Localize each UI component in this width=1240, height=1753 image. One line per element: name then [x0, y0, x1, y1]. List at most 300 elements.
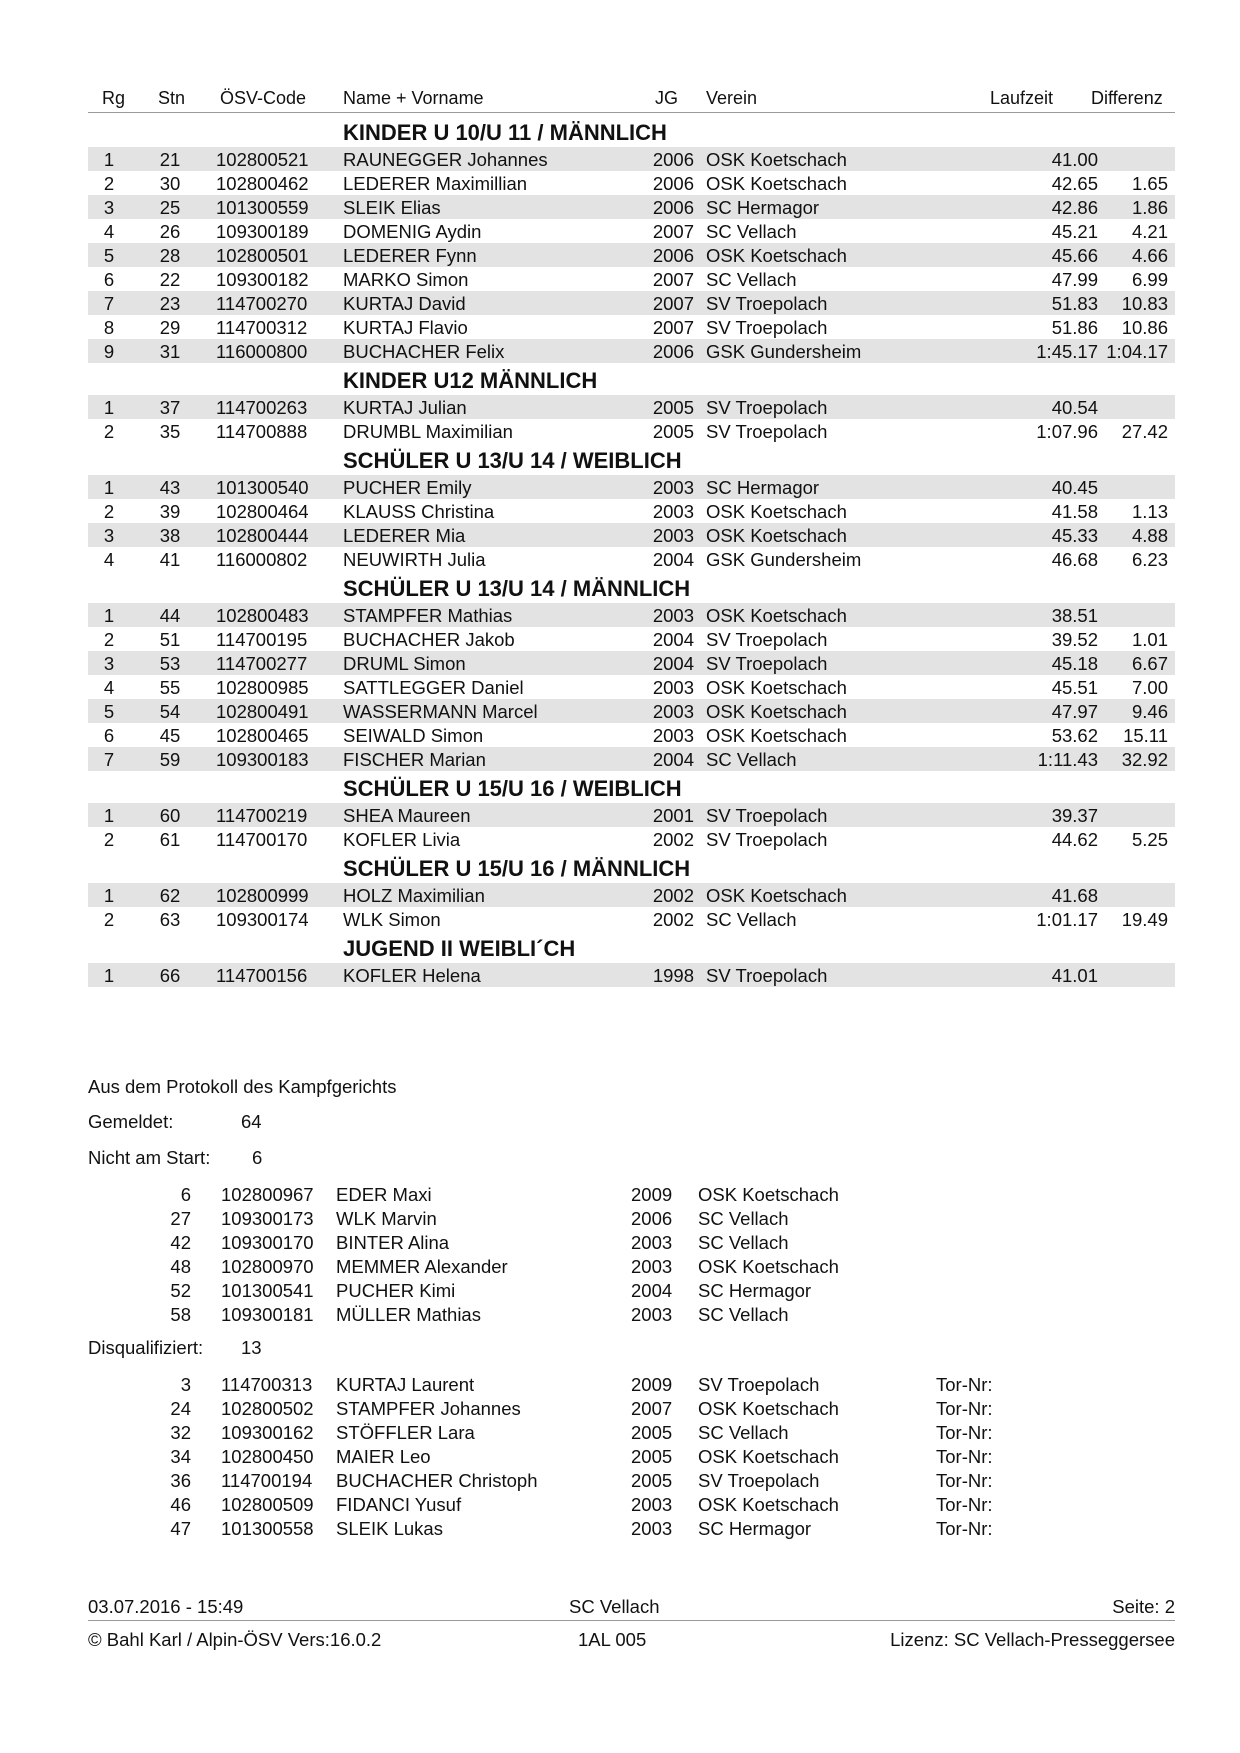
run-time: 40.45 [1051, 477, 1098, 498]
time-difference: 4.88 [1131, 525, 1168, 546]
birth-year: 2004 [652, 749, 694, 770]
oesv-code: 102800462 [216, 173, 309, 194]
section-title-text: KINDER U12 MÄNNLICH [343, 368, 598, 393]
oesv-code: 109300173 [221, 1208, 314, 1229]
club: SC Vellach [706, 221, 797, 242]
start-number: 48 [170, 1256, 191, 1277]
table-row [88, 699, 1175, 723]
table-row [88, 195, 1175, 219]
section-title [88, 115, 1175, 147]
time-difference: 6.99 [1131, 269, 1168, 290]
athlete-name: BUCHACHER Jakob [343, 629, 515, 650]
oesv-code: 102800985 [216, 677, 309, 698]
table-row [88, 147, 1175, 171]
club: OSK Koetschach [706, 525, 847, 546]
oesv-code: 102800444 [216, 525, 309, 546]
club: SC Hermagor [698, 1280, 812, 1301]
start-number: 52 [170, 1280, 191, 1301]
start-number: 55 [159, 677, 181, 698]
start-number: 28 [159, 245, 181, 266]
athlete-name: KLAUSS Christina [343, 501, 495, 522]
oesv-code: 102800483 [216, 605, 309, 626]
birth-year: 2003 [631, 1494, 673, 1515]
time-difference: 1.01 [1131, 629, 1168, 650]
birth-year: 2002 [652, 885, 694, 906]
section-title [88, 771, 1175, 803]
oesv-code: 102800465 [216, 725, 309, 746]
rank: 2 [103, 629, 115, 650]
athlete-name: MAIER Leo [336, 1446, 431, 1467]
club: OSK Koetschach [698, 1184, 839, 1205]
start-number: 24 [170, 1398, 191, 1419]
athlete-name: MEMMER Alexander [336, 1256, 508, 1277]
nicht-label: Nicht am Start: [88, 1147, 211, 1168]
list-item [88, 1183, 1175, 1207]
start-number: 6 [180, 1184, 191, 1205]
athlete-name: KURTAJ David [343, 293, 466, 314]
results-table [88, 115, 1175, 987]
run-time: 42.86 [1051, 197, 1098, 218]
list-item [88, 1279, 1175, 1303]
rank: 3 [103, 653, 115, 674]
oesv-code: 114700156 [216, 965, 308, 986]
start-number: 27 [170, 1208, 191, 1229]
table-row [88, 315, 1175, 339]
club: SV Troepolach [706, 829, 828, 850]
table-header [88, 86, 1175, 113]
run-time: 53.62 [1051, 725, 1098, 746]
time-difference: 1:04.17 [1106, 341, 1168, 362]
table-row [88, 339, 1175, 363]
oesv-code: 102800999 [216, 885, 309, 906]
club: SC Vellach [698, 1422, 789, 1443]
time-difference: 27.42 [1121, 421, 1168, 442]
athlete-name: DRUMBL Maximilian [343, 421, 513, 442]
athlete-name: SATTLEGGER Daniel [343, 677, 524, 698]
athlete-name: BINTER Alina [336, 1232, 450, 1253]
athlete-name: STAMPFER Johannes [336, 1398, 521, 1419]
club: GSK Gundersheim [706, 549, 862, 570]
list-item [88, 1445, 1175, 1469]
time-difference: 10.83 [1121, 293, 1168, 314]
rank: 6 [103, 269, 115, 290]
run-time: 39.52 [1051, 629, 1098, 650]
athlete-name: FISCHER Marian [343, 749, 486, 770]
table-row [88, 627, 1175, 651]
athlete-name: SHEA Maureen [343, 805, 471, 826]
rank: 7 [103, 293, 115, 314]
time-difference: 15.11 [1123, 725, 1168, 746]
run-time: 38.51 [1051, 605, 1098, 626]
birth-year: 2005 [631, 1422, 673, 1443]
club: OSK Koetschach [706, 605, 847, 626]
athlete-name: RAUNEGGER Johannes [343, 149, 548, 170]
col-verein: Verein [706, 88, 758, 108]
section-title-text: SCHÜLER U 15/U 16 / MÄNNLICH [343, 856, 691, 881]
run-time: 45.21 [1051, 221, 1098, 242]
club: OSK Koetschach [706, 501, 847, 522]
birth-year: 2005 [652, 421, 694, 442]
start-number: 45 [159, 725, 181, 746]
birth-year: 2006 [652, 245, 694, 266]
run-time: 45.51 [1051, 677, 1098, 698]
birth-year: 2001 [652, 805, 694, 826]
start-number: 58 [170, 1304, 191, 1325]
athlete-name: MARKO Simon [343, 269, 469, 290]
start-number: 37 [159, 397, 181, 418]
club: OSK Koetschach [698, 1446, 839, 1467]
athlete-name: LEDERER Fynn [343, 245, 477, 266]
protocol-heading: Aus dem Protokoll des Kampfgerichts [88, 1076, 397, 1097]
rank: 2 [103, 909, 115, 930]
club: SC Hermagor [706, 477, 820, 498]
table-row [88, 243, 1175, 267]
birth-year: 2004 [631, 1280, 673, 1301]
club: SC Vellach [706, 269, 797, 290]
run-time: 1:01.17 [1036, 909, 1098, 930]
time-difference: 4.21 [1131, 221, 1168, 242]
oesv-code: 109300181 [221, 1304, 314, 1325]
run-time: 40.54 [1051, 397, 1098, 418]
list-item [88, 1207, 1175, 1231]
run-time: 42.65 [1051, 173, 1098, 194]
athlete-name: SLEIK Elias [343, 197, 441, 218]
disq-label: Disqualifiziert: [88, 1337, 204, 1358]
start-number: 35 [159, 421, 181, 442]
gemeldet-label: Gemeldet: [88, 1111, 174, 1132]
table-row [88, 219, 1175, 243]
table-row [88, 603, 1175, 627]
time-difference: 1.65 [1131, 173, 1168, 194]
start-number: 54 [159, 701, 181, 722]
start-number: 3 [180, 1374, 191, 1395]
tor-nr-label: Tor-Nr: [936, 1494, 993, 1515]
run-time: 41.01 [1051, 965, 1098, 986]
club: OSK Koetschach [706, 149, 847, 170]
run-time: 1:45.17 [1036, 341, 1098, 362]
oesv-code: 102800501 [216, 245, 309, 266]
athlete-name: PUCHER Emily [343, 477, 472, 498]
list-item [88, 1373, 1175, 1397]
list-item [88, 1517, 1175, 1541]
athlete-name: KURTAJ Laurent [336, 1374, 475, 1395]
section-title [88, 443, 1175, 475]
athlete-name: KOFLER Livia [343, 829, 461, 850]
col-jg: JG [655, 88, 679, 108]
table-row [88, 547, 1175, 571]
club: OSK Koetschach [698, 1256, 839, 1277]
club: SV Troepolach [706, 965, 828, 986]
run-time: 41.00 [1051, 149, 1098, 170]
section-title-text: SCHÜLER U 13/U 14 / WEIBLICH [343, 448, 682, 473]
oesv-code: 102800491 [216, 701, 309, 722]
table-row [88, 675, 1175, 699]
oesv-code: 114700277 [216, 653, 308, 674]
athlete-name: NEUWIRTH Julia [343, 549, 486, 570]
oesv-code: 114700194 [221, 1470, 313, 1491]
start-number: 39 [159, 501, 181, 522]
start-number: 36 [170, 1470, 191, 1491]
oesv-code: 114700313 [221, 1374, 313, 1395]
tor-nr-label: Tor-Nr: [936, 1398, 993, 1419]
club: GSK Gundersheim [706, 341, 862, 362]
time-difference: 4.66 [1131, 245, 1168, 266]
club: SV Troepolach [698, 1374, 820, 1395]
oesv-code: 116000800 [216, 341, 308, 362]
start-number: 63 [159, 909, 181, 930]
oesv-code: 114700270 [216, 293, 308, 314]
athlete-name: KOFLER Helena [343, 965, 481, 986]
table-row [88, 907, 1175, 931]
club: SV Troepolach [698, 1470, 820, 1491]
start-number: 51 [159, 629, 181, 650]
run-time: 45.18 [1051, 653, 1098, 674]
table-row [88, 171, 1175, 195]
time-difference: 32.92 [1121, 749, 1168, 770]
club: SC Vellach [698, 1304, 789, 1325]
list-item [88, 1469, 1175, 1493]
run-time: 1:07.96 [1036, 421, 1098, 442]
rank: 1 [103, 605, 115, 626]
club: OSK Koetschach [706, 701, 847, 722]
rank: 7 [103, 749, 115, 770]
run-time: 41.58 [1051, 501, 1098, 522]
athlete-name: STÖFFLER Lara [336, 1422, 475, 1443]
run-time: 46.68 [1051, 549, 1098, 570]
tor-nr-label: Tor-Nr: [936, 1446, 993, 1467]
table-row [88, 499, 1175, 523]
athlete-name: BUCHACHER Christoph [336, 1470, 538, 1491]
rank: 9 [103, 341, 115, 362]
section-title [88, 851, 1175, 883]
athlete-name: HOLZ Maximilian [343, 885, 485, 906]
athlete-name: PUCHER Kimi [336, 1280, 456, 1301]
run-time: 44.62 [1051, 829, 1098, 850]
oesv-code: 109300162 [221, 1422, 314, 1443]
start-number: 31 [159, 341, 181, 362]
birth-year: 2004 [652, 653, 694, 674]
run-time: 47.97 [1051, 701, 1098, 722]
tor-nr-label: Tor-Nr: [936, 1470, 993, 1491]
birth-year: 2002 [652, 829, 694, 850]
club: SV Troepolach [706, 293, 828, 314]
athlete-name: KURTAJ Julian [343, 397, 467, 418]
table-row [88, 723, 1175, 747]
rank: 4 [103, 549, 115, 570]
rank: 1 [103, 397, 115, 418]
birth-year: 2005 [652, 397, 694, 418]
time-difference: 6.23 [1131, 549, 1168, 570]
rank: 1 [103, 149, 115, 170]
rank: 2 [103, 421, 115, 442]
time-difference: 7.00 [1131, 677, 1168, 698]
birth-year: 2005 [631, 1470, 673, 1491]
athlete-name: EDER Maxi [336, 1184, 432, 1205]
start-number: 43 [159, 477, 181, 498]
club: SV Troepolach [706, 397, 828, 418]
rank: 2 [103, 173, 115, 194]
club: OSK Koetschach [706, 245, 847, 266]
birth-year: 2003 [652, 501, 694, 522]
rank: 1 [103, 885, 115, 906]
col-differenz: Differenz [1091, 88, 1163, 108]
athlete-name: KURTAJ Flavio [343, 317, 468, 338]
run-time: 47.99 [1051, 269, 1098, 290]
club: SV Troepolach [706, 805, 828, 826]
run-time: 51.83 [1051, 293, 1098, 314]
time-difference: 10.86 [1121, 317, 1168, 338]
start-number: 38 [159, 525, 181, 546]
start-number: 62 [159, 885, 181, 906]
time-difference: 19.49 [1121, 909, 1168, 930]
table-row [88, 803, 1175, 827]
oesv-code: 102800521 [216, 149, 309, 170]
athlete-name: WLK Marvin [336, 1208, 437, 1229]
club: SV Troepolach [706, 629, 828, 650]
rank: 5 [103, 245, 115, 266]
disq-value: 13 [241, 1337, 262, 1358]
athlete-name: LEDERER Maximillian [343, 173, 528, 194]
birth-year: 2003 [652, 701, 694, 722]
birth-year: 2007 [652, 221, 694, 242]
footer-license: Lizenz: SC Vellach-Presseggersee [890, 1629, 1175, 1650]
footer-page: Seite: 2 [1112, 1596, 1175, 1617]
start-number: 59 [159, 749, 181, 770]
club: SC Vellach [706, 749, 797, 770]
athlete-name: WASSERMANN Marcel [343, 701, 538, 722]
birth-year: 2004 [652, 549, 694, 570]
start-number: 29 [159, 317, 181, 338]
table-row [88, 523, 1175, 547]
table-row [88, 827, 1175, 851]
start-number: 46 [170, 1494, 191, 1515]
oesv-code: 114700219 [216, 805, 308, 826]
rank: 4 [103, 677, 115, 698]
athlete-name: LEDERER Mia [343, 525, 466, 546]
club: SC Vellach [698, 1232, 789, 1253]
start-number: 32 [170, 1422, 191, 1443]
table-row [88, 963, 1175, 987]
oesv-code: 114700263 [216, 397, 308, 418]
athlete-name: STAMPFER Mathias [343, 605, 513, 626]
start-number: 41 [159, 549, 181, 570]
disqualified-list [88, 1373, 1175, 1541]
oesv-code: 102800509 [221, 1494, 314, 1515]
gemeldet-value: 64 [241, 1111, 262, 1132]
birth-year: 2007 [652, 269, 694, 290]
birth-year: 2007 [652, 293, 694, 314]
birth-year: 2003 [652, 525, 694, 546]
birth-year: 2003 [631, 1518, 673, 1539]
oesv-code: 114700312 [216, 317, 308, 338]
athlete-name: WLK Simon [343, 909, 441, 930]
oesv-code: 114700888 [216, 421, 308, 442]
run-time: 45.33 [1051, 525, 1098, 546]
list-item [88, 1303, 1175, 1327]
rank: 4 [103, 221, 115, 242]
club: SC Hermagor [698, 1518, 812, 1539]
col-rg: Rg [102, 88, 126, 108]
birth-year: 2003 [631, 1232, 673, 1253]
col-laufzeit: Laufzeit [990, 88, 1054, 108]
club: OSK Koetschach [706, 173, 847, 194]
section-title-text: KINDER U 10/U 11 / MÄNNLICH [343, 120, 667, 145]
start-number: 25 [159, 197, 181, 218]
start-number: 53 [159, 653, 181, 674]
club: OSK Koetschach [706, 677, 847, 698]
list-item [88, 1493, 1175, 1517]
footer-datetime: 03.07.2016 - 15:49 [88, 1596, 244, 1617]
section-title-text: SCHÜLER U 15/U 16 / WEIBLICH [343, 776, 682, 801]
oesv-code: 101300559 [216, 197, 309, 218]
time-difference: 6.67 [1131, 653, 1168, 674]
col-name: Name + Vorname [343, 88, 484, 108]
oesv-code: 109300182 [216, 269, 309, 290]
start-number: 61 [159, 829, 181, 850]
run-time: 39.37 [1051, 805, 1098, 826]
rank: 2 [103, 501, 115, 522]
footer-club: SC Vellach [569, 1596, 660, 1617]
club: OSK Koetschach [698, 1398, 839, 1419]
tor-nr-label: Tor-Nr: [936, 1374, 993, 1395]
rank: 3 [103, 525, 115, 546]
section-title-text: SCHÜLER U 13/U 14 / MÄNNLICH [343, 576, 691, 601]
athlete-name: DOMENIG Aydin [343, 221, 482, 242]
birth-year: 2002 [652, 909, 694, 930]
run-time: 45.66 [1051, 245, 1098, 266]
athlete-name: DRUML Simon [343, 653, 466, 674]
table-row [88, 419, 1175, 443]
athlete-name: SEIWALD Simon [343, 725, 484, 746]
rank: 1 [103, 805, 115, 826]
oesv-code: 114700170 [216, 829, 308, 850]
oesv-code: 101300540 [216, 477, 309, 498]
club: SC Vellach [698, 1208, 789, 1229]
col-code: ÖSV-Code [220, 88, 307, 108]
time-difference: 1.86 [1131, 197, 1168, 218]
start-number: 44 [159, 605, 181, 626]
section-title [88, 571, 1175, 603]
club: SC Vellach [706, 909, 797, 930]
start-number: 34 [170, 1446, 191, 1467]
oesv-code: 109300174 [216, 909, 309, 930]
birth-year: 2009 [631, 1184, 673, 1205]
start-number: 47 [170, 1518, 191, 1539]
rank: 8 [103, 317, 115, 338]
table-row [88, 395, 1175, 419]
birth-year: 2006 [631, 1208, 673, 1229]
start-number: 23 [159, 293, 181, 314]
birth-year: 2007 [631, 1398, 673, 1419]
rank: 1 [103, 965, 115, 986]
oesv-code: 102800502 [221, 1398, 314, 1419]
birth-year: 2003 [652, 725, 694, 746]
rank: 1 [103, 477, 115, 498]
birth-year: 2006 [652, 149, 694, 170]
athlete-name: MÜLLER Mathias [336, 1304, 481, 1325]
list-item [88, 1397, 1175, 1421]
tor-nr-label: Tor-Nr: [936, 1518, 993, 1539]
oesv-code: 109300183 [216, 749, 309, 770]
birth-year: 2004 [652, 629, 694, 650]
section-title [88, 363, 1175, 395]
time-difference: 1.13 [1131, 501, 1168, 522]
run-time: 51.86 [1051, 317, 1098, 338]
athlete-name: BUCHACHER Felix [343, 341, 505, 362]
time-difference: 9.46 [1131, 701, 1168, 722]
rank: 6 [103, 725, 115, 746]
birth-year: 2003 [631, 1256, 673, 1277]
